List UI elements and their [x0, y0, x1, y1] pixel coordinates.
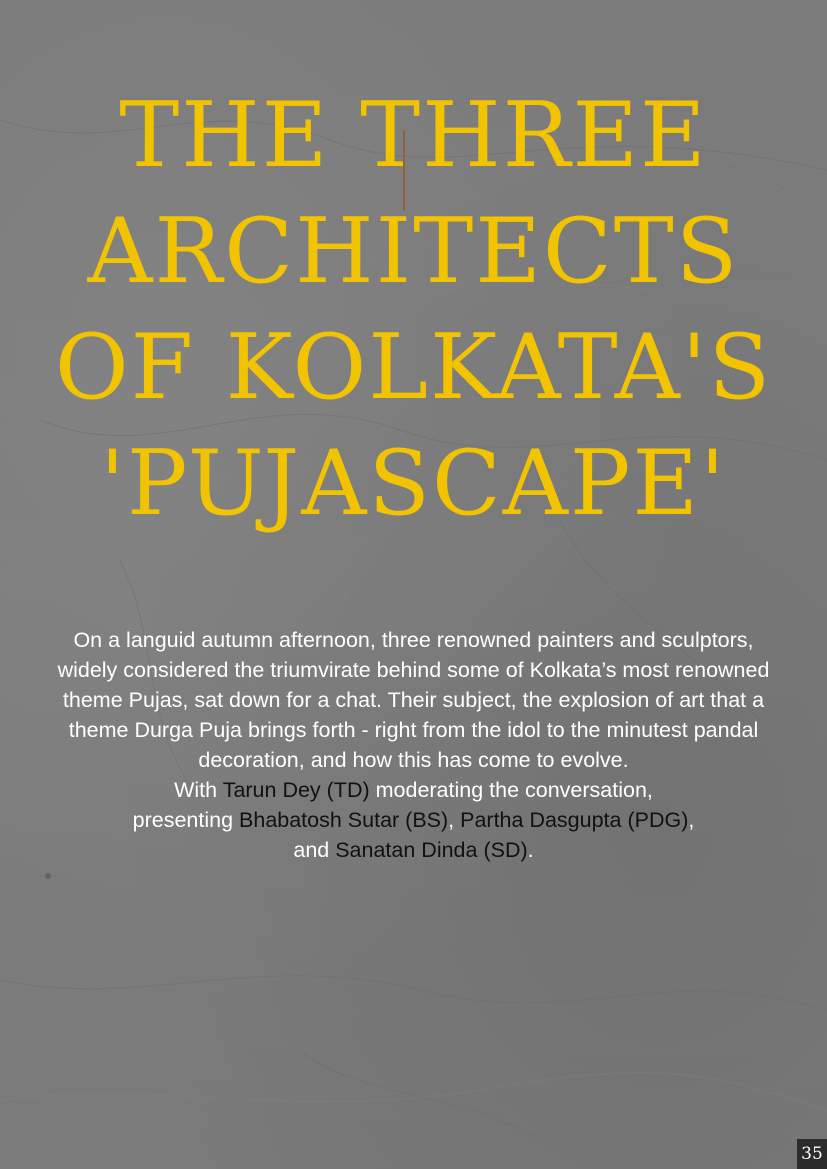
title-line-4: 'PUJASCAPE': [100, 431, 727, 536]
closing-period: .: [527, 838, 534, 862]
separator-1: ,: [448, 808, 461, 832]
article-title: [0, 78, 827, 542]
artist-name-pdg: Partha Dasgupta (PDG): [460, 808, 689, 832]
with-prefix: With: [174, 778, 223, 802]
title-line-1: THE THREE: [119, 83, 708, 188]
artist-name-bs: Bhabatosh Sutar (BS): [239, 808, 449, 832]
and-text: and: [293, 838, 336, 862]
separator-2: ,: [688, 808, 695, 832]
intro-paragraph: [50, 625, 777, 865]
artist-name-sd: Sanatan Dinda (SD): [335, 838, 528, 862]
presenting-text: presenting: [132, 808, 240, 832]
moderating-text: moderating the conversation,: [369, 778, 653, 802]
intro-body: On a languid autumn afternoon, three renowned painters and sculptors, widely considered the triumvirate behind some of Kolkata’s most renowned theme Pujas, sat down for a chat. Their subject, the explosion of art that a theme Durga Puja brings forth - right from the idol to the minutest pandal decoration, and how this has come to evolve.: [57, 628, 770, 772]
title-line-2: ARCHITECTS: [87, 199, 740, 304]
title-line-3: OF KOLKATA'S: [54, 315, 773, 420]
page-number-badge: 35: [797, 1139, 827, 1169]
moderator-name: Tarun Dey (TD): [222, 778, 370, 802]
